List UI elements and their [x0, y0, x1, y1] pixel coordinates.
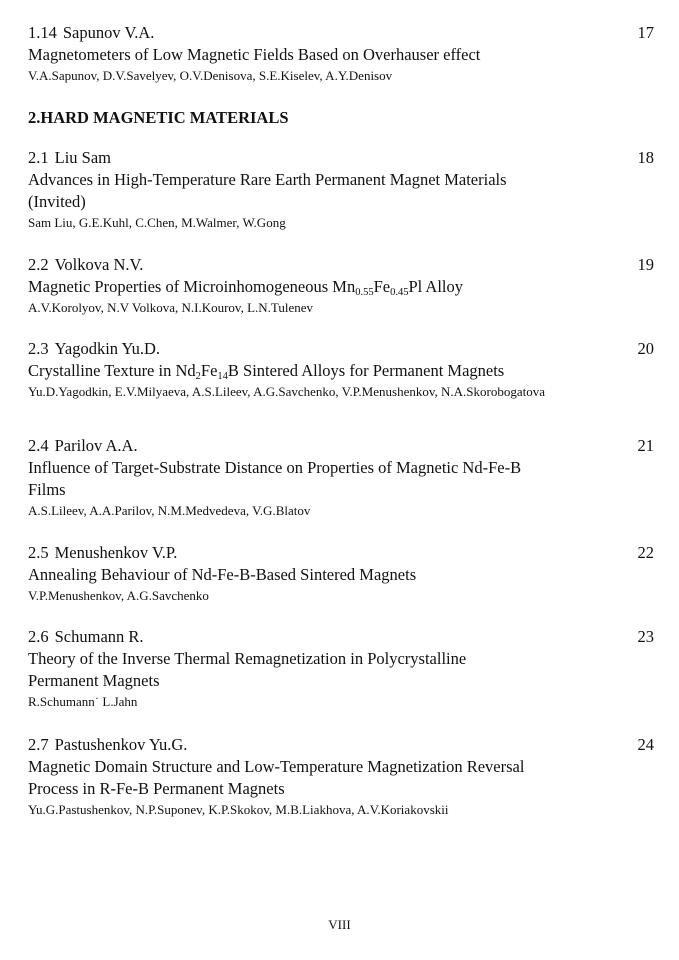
toc-entry-2-3: [28, 338, 654, 400]
entry-page-number: 24: [637, 735, 654, 754]
toc-entry-2-5: [28, 542, 654, 604]
entry-page-number: 17: [637, 23, 654, 42]
entry-title: [28, 169, 628, 213]
entry-author: Volkova N.V.: [54, 255, 144, 274]
entry-head: [28, 338, 654, 360]
entry-title-line: Films: [28, 480, 66, 499]
entry-head: [28, 626, 654, 648]
footer-page-number: VIII: [328, 917, 351, 932]
entry-page-number: 23: [637, 627, 654, 646]
entry-head: [28, 254, 654, 276]
entry-number: 2.3: [28, 339, 49, 358]
section-heading: 2.HARD MAGNETIC MATERIALS: [28, 108, 289, 127]
entry-authors: Yu.G.Pastushenkov, N.P.Suponev, K.P.Skokov, M.B.Liakhova, A.V.Koriakovskii: [28, 802, 449, 817]
entry-authors: A.S.Lileev, A.A.Parilov, N.M.Medvedeva, V.G.Blatov: [28, 503, 311, 518]
entry-author: Parilov A.A.: [54, 436, 138, 455]
entry-title: [28, 360, 628, 382]
entry-author: Sapunov V.A.: [62, 23, 155, 42]
toc-entry-2-7: [28, 734, 654, 818]
title-subscript: 0.45: [390, 287, 409, 298]
entry-number: 1.14: [28, 23, 57, 42]
entry-authors: V.P.Menushenkov, A.G.Savchenko: [28, 588, 209, 603]
entry-title-line: Advances in High-Temperature Rare Earth Permanent Magnet Materials: [28, 170, 507, 189]
entry-title-line: Permanent Magnets: [28, 671, 160, 690]
entry-title-line: Magnetic Domain Structure and Low-Temperature Magnetization Reversal: [28, 757, 525, 776]
entry-authors: Yu.D.Yagodkin, E.V.Milyaeva, A.S.Lileev, A.G.Savchenko, V.P.Menushenkov, N.A.Skorobogatova: [28, 384, 545, 399]
entry-head: [28, 542, 654, 564]
entry-author: Liu Sam: [54, 148, 111, 167]
title-text: Fe: [373, 277, 391, 296]
entry-number: 2.5: [28, 543, 49, 562]
entry-head: [28, 22, 654, 44]
entry-title: [28, 648, 628, 692]
entry-authors: A.V.Korolyov, N.V Volkova, N.I.Kourov, L.N.Tulenev: [28, 300, 314, 315]
title-subscript: 0.55: [355, 287, 374, 298]
title-subscript: 14: [217, 371, 228, 382]
entry-author: Pastushenkov Yu.G.: [54, 735, 188, 754]
entry-author: Menushenkov V.P.: [54, 543, 178, 562]
entry-title-line: Influence of Target-Substrate Distance on Properties of Magnetic Nd-Fe-B: [28, 458, 522, 477]
entry-page-number: 21: [637, 436, 654, 455]
entry-number: 2.2: [28, 255, 49, 274]
toc-entry-2-4: [28, 435, 654, 519]
title-text: B Sintered Alloys for Permanent Magnets: [227, 361, 505, 380]
toc-entry-1-14: [28, 22, 654, 84]
entry-number: 2.4: [28, 436, 49, 455]
entry-head: [28, 147, 654, 169]
entry-head: [28, 734, 654, 756]
title-text: Magnetic Properties of Microinhomogeneous Mn: [28, 277, 356, 296]
entry-title: [28, 756, 628, 800]
entry-title: [28, 457, 628, 501]
entry-page-number: 20: [637, 339, 654, 358]
entry-authors: V.A.Sapunov, D.V.Savelyev, O.V.Denisova, S.E.Kiselev, A.Y.Denisov: [28, 68, 393, 83]
title-text: Fe: [200, 361, 218, 380]
toc-entry-2-2: [28, 254, 654, 316]
entry-page-number: 22: [637, 543, 654, 562]
entry-title: Annealing Behaviour of Nd-Fe-B-Based Sintered Magnets: [28, 565, 417, 584]
entry-title-line: Process in R-Fe-B Permanent Magnets: [28, 779, 285, 798]
entry-head: [28, 435, 654, 457]
entry-number: 2.1: [28, 148, 49, 167]
entry-title-line: Theory of the Inverse Thermal Remagnetization in Polycrystalline: [28, 649, 467, 668]
entry-number: 2.7: [28, 735, 49, 754]
entry-title: Magnetometers of Low Magnetic Fields Based on Overhauser effect: [28, 45, 481, 64]
toc-entry-2-1: [28, 147, 654, 231]
title-text: Crystalline Texture in Nd: [28, 361, 196, 380]
entry-author: Schumann R.: [54, 627, 144, 646]
title-text: Pl Alloy: [408, 277, 464, 296]
entry-title-line: (Invited): [28, 192, 86, 211]
toc-entry-2-6: [28, 626, 654, 710]
entry-authors: R.Schumann˙ L.Jahn: [28, 694, 138, 709]
entry-page-number: 19: [637, 255, 654, 274]
entry-page-number: 18: [637, 148, 654, 167]
entry-authors: Sam Liu, G.E.Kuhl, C.Chen, M.Walmer, W.Gong: [28, 215, 286, 230]
entry-author: Yagodkin Yu.D.: [54, 339, 161, 358]
title-subscript: 2: [195, 371, 201, 382]
entry-number: 2.6: [28, 627, 49, 646]
entry-title: [28, 276, 628, 298]
